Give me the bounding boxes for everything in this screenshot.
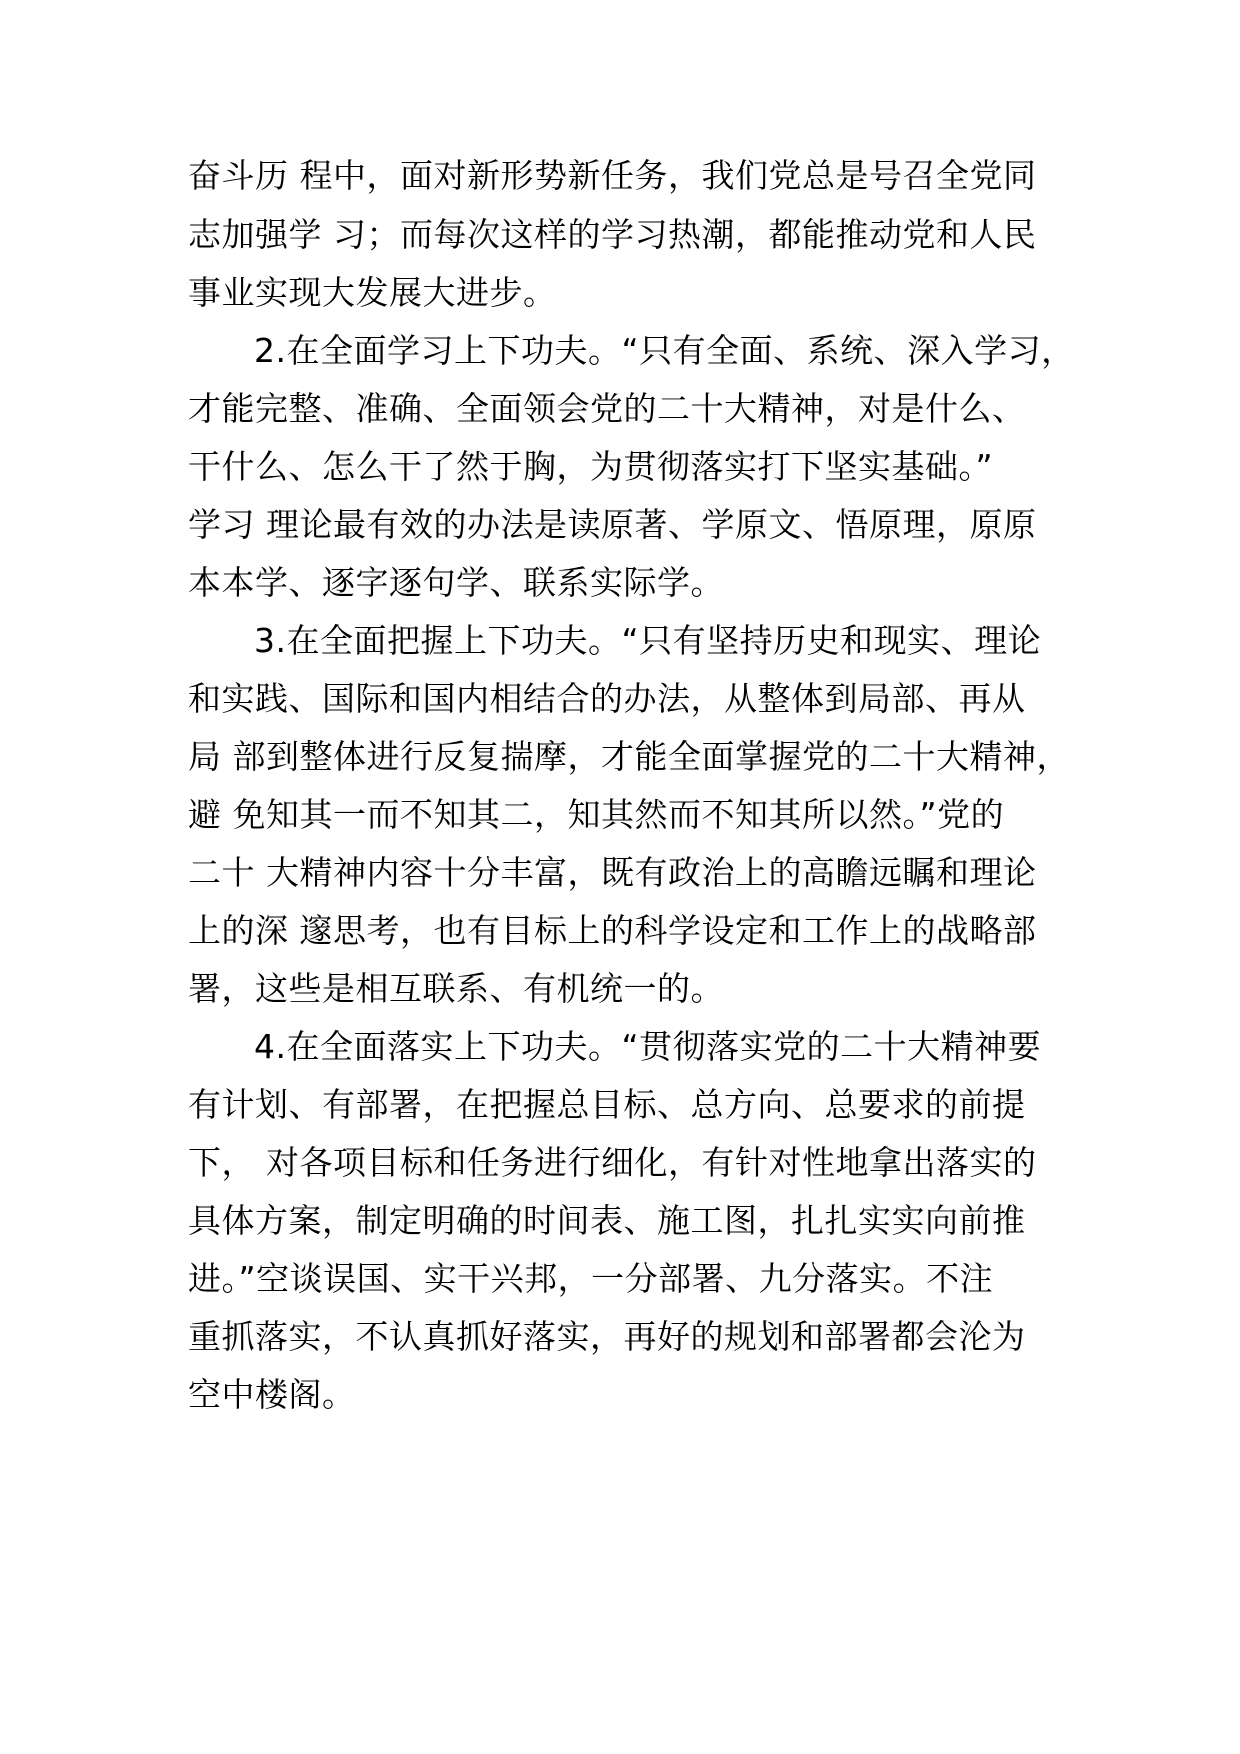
text-line: 下， 对各项目标和任务进行细化，有针对性地拿出落实的: [188, 1143, 1037, 1182]
text-line: 志加强学 习；而每次这样的学习热潮，都能推动党和人民: [188, 215, 1037, 254]
text-line: 重抓落实，不认真抓好落实，再好的规划和部署都会沦为: [188, 1317, 1026, 1356]
text-line: 空中楼阁。: [188, 1375, 356, 1414]
text-line: 避 免知其一而不知其二，知其然而不知其所以然。”党的: [188, 795, 1005, 834]
text-line: 署，这些是相互联系、有机统一的。: [188, 969, 724, 1008]
paragraph-3-heading-line: 3.在全面把握上下功夫。“只有坚持历史和现实、理论: [254, 621, 1042, 660]
text-line: 局 部到整体进行反复揣摩，才能全面掌握党的二十大精神，: [188, 737, 1070, 776]
text-line: 才能完整、准确、全面领会党的二十大精神，对是什么、: [188, 389, 1026, 428]
text-line: 上的深 邃思考，也有目标上的科学设定和工作上的战略部: [188, 911, 1037, 950]
text-line: 本本学、逐字逐句学、联系实际学。: [188, 563, 724, 602]
text-line: 具体方案，制定明确的时间表、施工图，扎扎实实向前推: [188, 1201, 1026, 1240]
text-line: 奋斗历 程中，面对新形势新任务，我们党总是号召全党同: [188, 156, 1037, 195]
text-line: 事业实现大发展大进步。: [188, 273, 557, 312]
paragraph-4-heading-line: 4.在全面落实上下功夫。“贯彻落实党的二十大精神要: [254, 1027, 1042, 1066]
text-line: 进。”空谈误国、实干兴邦，一分部署、九分落实。不注: [188, 1259, 994, 1298]
text-line: 和实践、国际和国内相结合的办法，从整体到局部、再从: [188, 679, 1026, 718]
text-line: 二十 大精神内容十分丰富，既有政治上的高瞻远瞩和理论: [188, 853, 1037, 892]
paragraph-2-heading-line: 2.在全面学习上下功夫。“只有全面、系统、深入学习，: [254, 331, 1075, 370]
text-line: 学习 理论最有效的办法是读原著、学原文、悟原理，原原: [188, 505, 1037, 544]
text-line: 有计划、有部署，在把握总目标、总方向、总要求的前提: [188, 1085, 1026, 1124]
text-line: 干什么、怎么干了然于胸，为贯彻落实打下坚实基础。”: [188, 447, 994, 486]
